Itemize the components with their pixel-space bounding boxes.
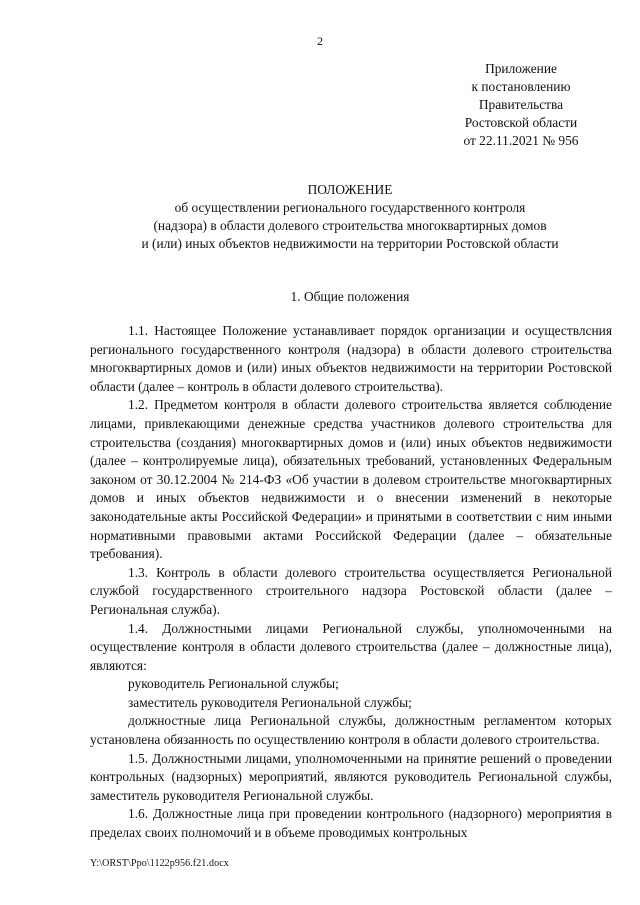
appendix-block xyxy=(436,60,606,150)
paragraph-1-5: 1.5. Должностными лицами, уполномоченными на принятие решений о проведении контрольных (надзорных) мероприятий, являются руководитель Региональной службы, заместитель руководителя Региональной службы. xyxy=(90,750,612,803)
appendix-line: Правительства xyxy=(478,97,564,112)
paragraph-1-1: 1.1. Настоящее Положение устанавливает порядок организации и осуществлсния регионального государственного контроля (надзора) в области долевого строительства многоквартирных домов и (или) иных объектов недвижимости на территории Ростовской области (далее – контроль в области долевого строительства). xyxy=(90,323,612,394)
document-body xyxy=(90,322,612,843)
document-title xyxy=(90,181,610,253)
paragraph-1-3: 1.3. Контроль в области долевого строительства осуществляется Региональной службой государственного строительного надзора Ростовской области (далее – Региональная служба). xyxy=(90,564,612,617)
paragraph-1-4: 1.4. Должностными лицами Региональной службы, уполномоченными на осуществление контроля в области долевого строительства (далее – должностные лица), являются: xyxy=(90,620,612,673)
title-line: и (или) иных объектов недвижимости на территории Ростовской области xyxy=(141,236,559,251)
footer-file-path: Y:\ORST\Ppo\1122p956.f21.docx xyxy=(90,858,229,869)
list-item-deputy: заместитель руководителя Региональной службы; xyxy=(128,694,412,710)
title-heading: ПОЛОЖЕНИЕ xyxy=(307,182,393,197)
title-line: (надзора) в области долевого строительства многоквартирных домов xyxy=(153,218,547,233)
title-line: об осуществлении регионального государственного контроля xyxy=(174,200,526,215)
paragraph-1-2: 1.2. Предметом контроля в области долевого строительства является соблюдение лицами, привлекающими денежные средства участников долевого строительства для строительства (создания) многоквартирных домов и (или) иных объектов недвижимости (далее – контролируемые лица), обязательных требований, установленных Федеральным законом от 30.12.2004 № 214-ФЗ «Об участии в долевом строительстве многоквартирных домов и иных объектов недвижимости и о внесении изменений в некоторые законодательные акты Российской Федерации» и принятыми в соответствии с ним иными нормативными правовыми актами Российской Федерации (далее – обязательные требования). xyxy=(90,397,612,562)
list-item-officials: должностные лица Региональной службы, должностным регламентом которых установлена обязанность по осуществлению контроля в области долевого строительства. xyxy=(90,713,612,748)
list-item-head: руководитель Региональной службы; xyxy=(128,676,339,692)
page-number: 2 xyxy=(317,34,323,48)
section-heading: 1. Общие положения xyxy=(290,289,410,304)
appendix-line: от 22.11.2021 № 956 xyxy=(463,133,579,148)
appendix-line: Приложение xyxy=(485,61,557,76)
paragraph-1-6: 1.6. Должностные лица при проведении контрольного (надзорного) мероприятия в пределах своих полномочий и в объеме проводимых контрольных xyxy=(90,806,612,841)
appendix-line: Ростовской области xyxy=(464,115,578,130)
appendix-line: к постановлению xyxy=(471,79,571,94)
